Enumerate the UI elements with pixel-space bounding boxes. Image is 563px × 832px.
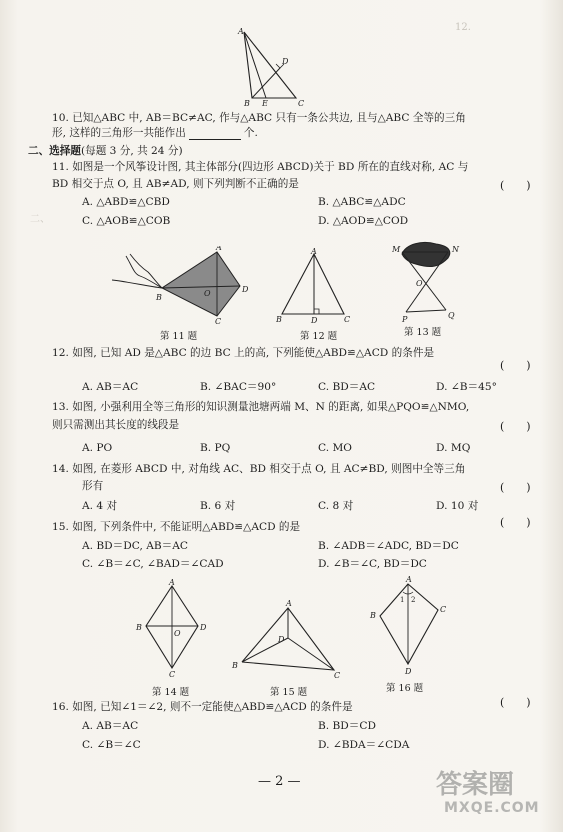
q16-option-a[interactable]: A. AB＝AC — [82, 720, 139, 732]
label-C: C — [440, 605, 447, 614]
q15-option-d[interactable]: D. ∠B＝∠C, BD＝DC — [318, 558, 427, 570]
watermark-logo: 答案圈 — [436, 770, 515, 800]
section2-note: (每题 3 分, 共 24 分) — [80, 145, 183, 157]
label-P: P — [402, 315, 408, 324]
label-O: O — [416, 279, 423, 288]
label-A: A — [216, 246, 222, 252]
q12-option-d[interactable]: D. ∠B＝45° — [436, 381, 497, 393]
q12-stem: 12. 如图, 已知 AD 是△ABC 的边 BC 上的高, 下列能使△ABD≌△ACD 的条件是 — [52, 347, 435, 359]
q11-option-d[interactable]: D. △AOD≌△COD — [318, 215, 409, 227]
label-D: D — [311, 316, 318, 324]
bleed-through-text: 二、 — [30, 214, 50, 225]
q14-answer-paren[interactable]: ( ) — [500, 481, 531, 494]
q11-option-c[interactable]: C. △AOB≌△COB — [82, 215, 171, 227]
q16-answer-paren[interactable]: ( ) — [500, 696, 531, 709]
label-C: C — [298, 99, 305, 108]
label-D: D — [278, 635, 285, 644]
q13-option-b[interactable]: B. PQ — [200, 442, 231, 454]
label-C: C — [215, 317, 222, 326]
q13-option-a[interactable]: A. PO — [82, 442, 113, 454]
q11-option-b[interactable]: B. △ABC≌△ADC — [318, 196, 406, 208]
section2-heading — [28, 144, 183, 158]
q13-option-d[interactable]: D. MQ — [436, 442, 471, 454]
bleed-through-text: 12. — [455, 22, 471, 33]
label-D: D — [200, 623, 207, 632]
label-B: B — [244, 99, 250, 108]
section2-title: 二、选择题 — [28, 145, 81, 157]
q14-option-a[interactable]: A. 4 对 — [82, 500, 118, 512]
watermark-url: MXQE.COM — [444, 800, 540, 816]
q13-option-c[interactable]: C. MO — [318, 442, 352, 454]
label-O: O — [204, 289, 211, 298]
q10-line2 — [52, 126, 258, 140]
label-C: C — [169, 670, 176, 678]
label-B: B — [136, 623, 142, 632]
q15-option-c[interactable]: C. ∠B＝∠C, ∠BAD＝∠CAD — [82, 558, 224, 570]
label-D: D — [405, 667, 412, 676]
q16-option-d[interactable]: D. ∠BDA＝∠CDA — [318, 739, 410, 751]
figure-q9 — [228, 22, 308, 108]
q14-option-c[interactable]: C. 8 对 — [318, 500, 354, 512]
label-B: B — [232, 661, 238, 670]
q12-option-b[interactable]: B. ∠BAC＝90° — [200, 381, 277, 393]
label-A: A — [286, 599, 292, 608]
q14-stem-line2: 形有 — [82, 480, 104, 492]
q14-stem-line1: 14. 如图, 在菱形 ABCD 中, 对角线 AC、BD 相交于点 O, 且 AC≠BD, 则图中全等三角 — [52, 463, 466, 475]
angle-1-label: 1 — [400, 596, 405, 604]
figure-q14-rhombus — [134, 578, 214, 678]
caption-fig12: 第 12 题 — [300, 331, 338, 342]
label-O: O — [174, 629, 181, 638]
caption-fig13: 第 13 题 — [404, 327, 442, 338]
label-B: B — [156, 293, 162, 302]
q10-line1: 10. 已知△ABC 中, AB＝BC≠AC, 作与△ABC 只有一条公共边, 且与△ABC 全等的三角 — [52, 112, 466, 124]
label-M: M — [392, 245, 401, 254]
figure-q13 — [392, 240, 468, 324]
label-Q: Q — [448, 311, 455, 320]
caption-fig16: 第 16 题 — [386, 683, 424, 694]
label-A: A — [169, 578, 175, 587]
q15-answer-paren[interactable]: ( ) — [500, 516, 531, 529]
label-A: A — [238, 27, 244, 36]
q11-answer-paren[interactable]: ( ) — [500, 179, 531, 192]
q15-option-b[interactable]: B. ∠ADB＝∠ADC, BD＝DC — [318, 540, 459, 552]
label-D: D — [242, 285, 249, 294]
caption-fig15: 第 15 题 — [270, 687, 308, 698]
figure-q12 — [276, 248, 352, 324]
q16-option-b[interactable]: B. BD＝CD — [318, 720, 376, 732]
q10-answer-blank[interactable] — [189, 128, 241, 140]
figure-q11-kite — [112, 246, 252, 326]
angle-2-label: 2 — [411, 596, 416, 604]
q13-stem-line1: 13. 如图, 小强利用全等三角形的知识测量池塘两端 M、N 的距离, 如果△PQO≌△NMO, — [52, 401, 470, 413]
label-C: C — [334, 671, 340, 678]
q12-answer-paren[interactable]: ( ) — [500, 359, 531, 372]
q15-option-a[interactable]: A. BD＝DC, AB＝AC — [82, 540, 188, 552]
q12-option-a[interactable]: A. AB＝AC — [82, 381, 139, 393]
label-A: A — [406, 575, 412, 584]
label-B: B — [370, 611, 376, 620]
label-E: E — [262, 99, 268, 108]
label-B: B — [276, 315, 282, 324]
label-C: C — [344, 315, 351, 324]
page-number: — 2 — — [258, 774, 301, 789]
figure-q16 — [366, 574, 456, 678]
label-A: A — [311, 248, 317, 256]
q15-stem: 15. 如图, 下列条件中, 不能证明△ABD≌△ACD 的是 — [52, 521, 301, 533]
q14-option-d[interactable]: D. 10 对 — [436, 500, 479, 512]
q11-option-a[interactable]: A. △ABD≌△CBD — [82, 196, 170, 208]
figure-q15 — [230, 598, 340, 678]
label-N: N — [452, 245, 459, 254]
q11-stem-line2: BD 相交于点 O, 且 AB≠AD, 则下列判断不正确的是 — [52, 178, 299, 190]
q10-line2-text: 形, 这样的三角形一共能作出 — [52, 127, 186, 139]
q16-option-c[interactable]: C. ∠B＝∠C — [82, 739, 141, 751]
caption-fig14: 第 14 题 — [152, 687, 190, 698]
q11-stem-line1: 11. 如图是一个风筝设计图, 其主体部分(四边形 ABCD)关于 BD 所在的直线对称, AC 与 — [52, 161, 469, 173]
label-D: D — [282, 57, 289, 66]
q10-line2-end: 个. — [243, 127, 258, 139]
q16-stem: 16. 如图, 已知∠1＝∠2, 则不一定能使△ABD≌△ACD 的条件是 — [52, 701, 353, 713]
q12-option-c[interactable]: C. BD＝AC — [318, 381, 376, 393]
q13-answer-paren[interactable]: ( ) — [500, 420, 531, 433]
q13-stem-line2: 则只需测出其长度的线段是 — [52, 419, 180, 431]
caption-fig11: 第 11 题 — [160, 331, 198, 342]
q14-option-b[interactable]: B. 6 对 — [200, 500, 236, 512]
